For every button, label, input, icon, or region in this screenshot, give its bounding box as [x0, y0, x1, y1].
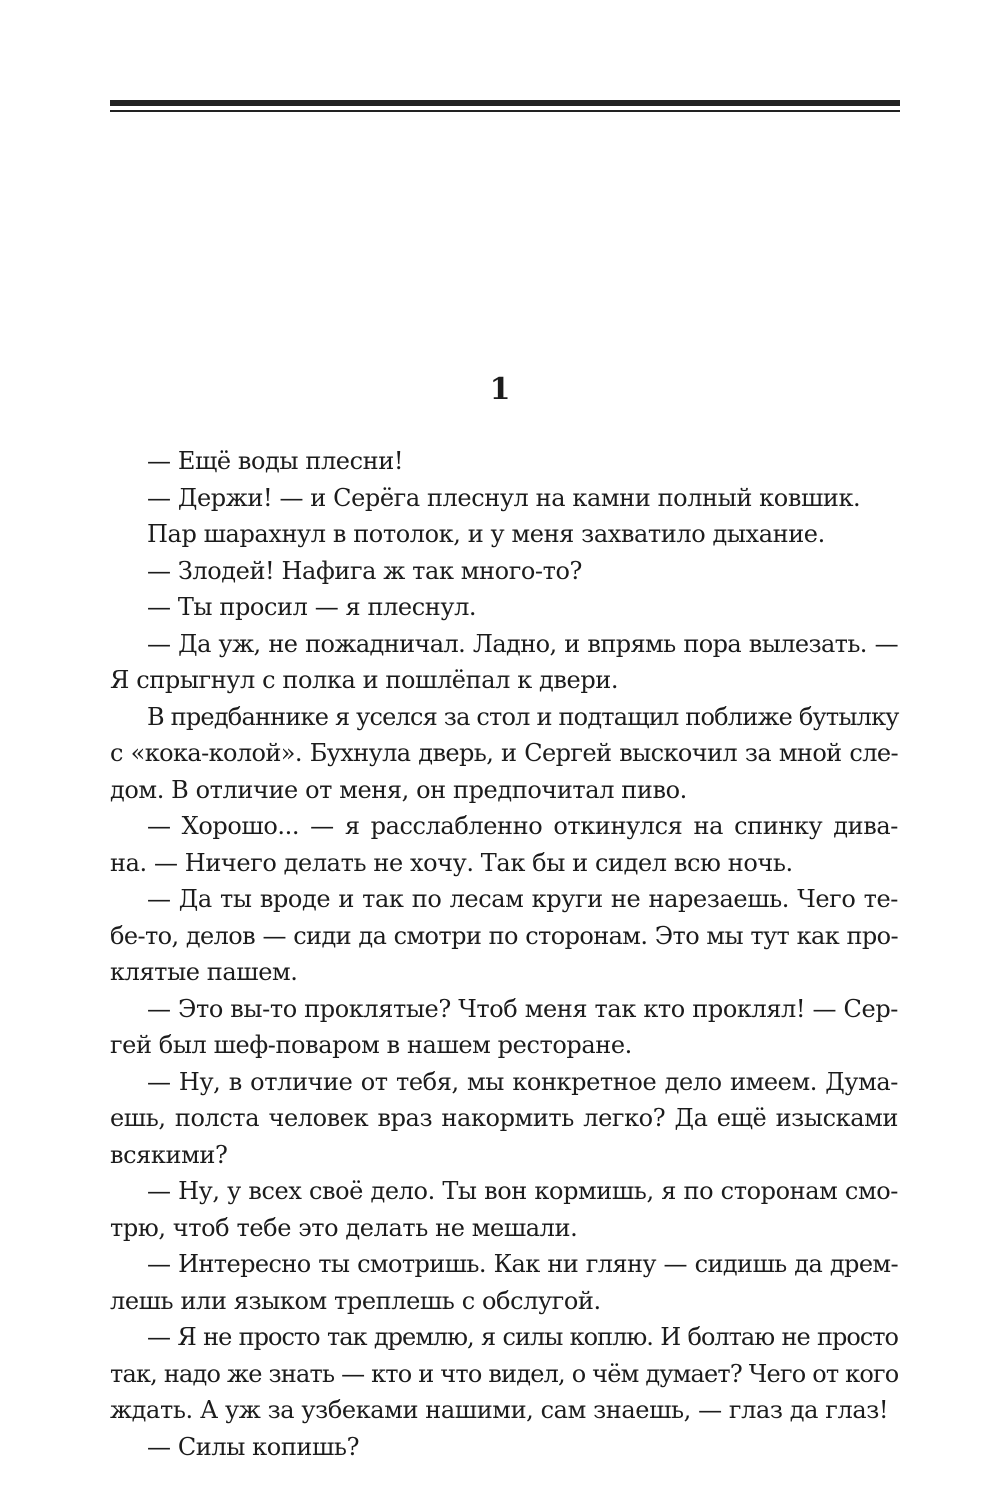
text-line: — Я не просто так дремлю, я силы коплю. И болтаю не просто — [147, 1323, 898, 1351]
text-line: — Ну, у всех своё дело. Ты вон кормишь, я по сторонам смо- — [147, 1177, 898, 1205]
text-line: бе-то, делов — сиди да смотри по сторонам. Это мы тут как про- — [110, 921, 898, 950]
text-line: трю, чтоб тебе это делать не мешали. — [110, 1213, 578, 1242]
text-line: так, надо же знать — кто и что видел, о чём думает? Чего от кого — [110, 1359, 899, 1388]
chapter-text — [110, 443, 898, 1465]
text-line: лешь или языком треплешь с обслугой. — [110, 1286, 601, 1315]
header-rule-thin — [110, 110, 900, 112]
text-line: Пар шарахнул в потолок, и у меня захватило дыхание. — [147, 520, 825, 548]
text-line: — Да уж, не пожадничал. Ладно, и впрямь пора вылезать. — — [147, 629, 898, 658]
text-line: — Да ты вроде и так по лесам круги не нарезаешь. Чего те- — [147, 885, 898, 913]
text-line: — Ещё воды плесни! — [147, 447, 404, 475]
chapter-number: 1 — [489, 372, 511, 407]
text-line: ждать. А уж за узбеками нашими, сам знаешь, — глаз да глаз! — [110, 1396, 889, 1424]
text-line: с «кока-колой». Бухнула дверь, и Сергей выскочил за мной сле- — [110, 739, 898, 767]
text-line: В предбаннике я уселся за стол и подтащил поближе бутылку — [147, 702, 899, 731]
text-line: всякими? — [110, 1140, 228, 1169]
text-line: ешь, полста человек враз накормить легко? Да ещё изысками — [110, 1104, 898, 1132]
header-rule-thick — [110, 100, 900, 106]
text-line: — Ну, в отличие от тебя, мы конкретное дело имеем. Дума- — [147, 1067, 898, 1096]
text-line: клятые пашем. — [110, 958, 298, 986]
text-line: Я спрыгнул с полка и пошлёпал к двери. — [110, 666, 619, 694]
text-line: на. — Ничего делать не хочу. Так бы и сидел всю ночь. — [110, 848, 793, 877]
text-line: — Силы копишь? — [147, 1432, 360, 1461]
text-line: — Интересно ты смотришь. Как ни гляну — сидишь да дрем- — [147, 1250, 898, 1278]
text-line: гей был шеф-поваром в нашем ресторане. — [110, 1031, 632, 1059]
text-line: — Хорошо... — я расслабленно откинулся на спинку дива- — [147, 812, 898, 840]
text-line: — Держи! — и Серёга плеснул на камни полный ковшик. — [147, 483, 861, 512]
text-line: — Это вы-то проклятые? Чтоб меня так кто проклял! — Сер- — [147, 994, 898, 1023]
text-line: — Ты просил — я плеснул. — [147, 593, 477, 621]
text-line: дом. В отличие от меня, он предпочитал пиво. — [110, 775, 687, 804]
text-line: — Злодей! Нафига ж так много-то? — [147, 556, 583, 585]
